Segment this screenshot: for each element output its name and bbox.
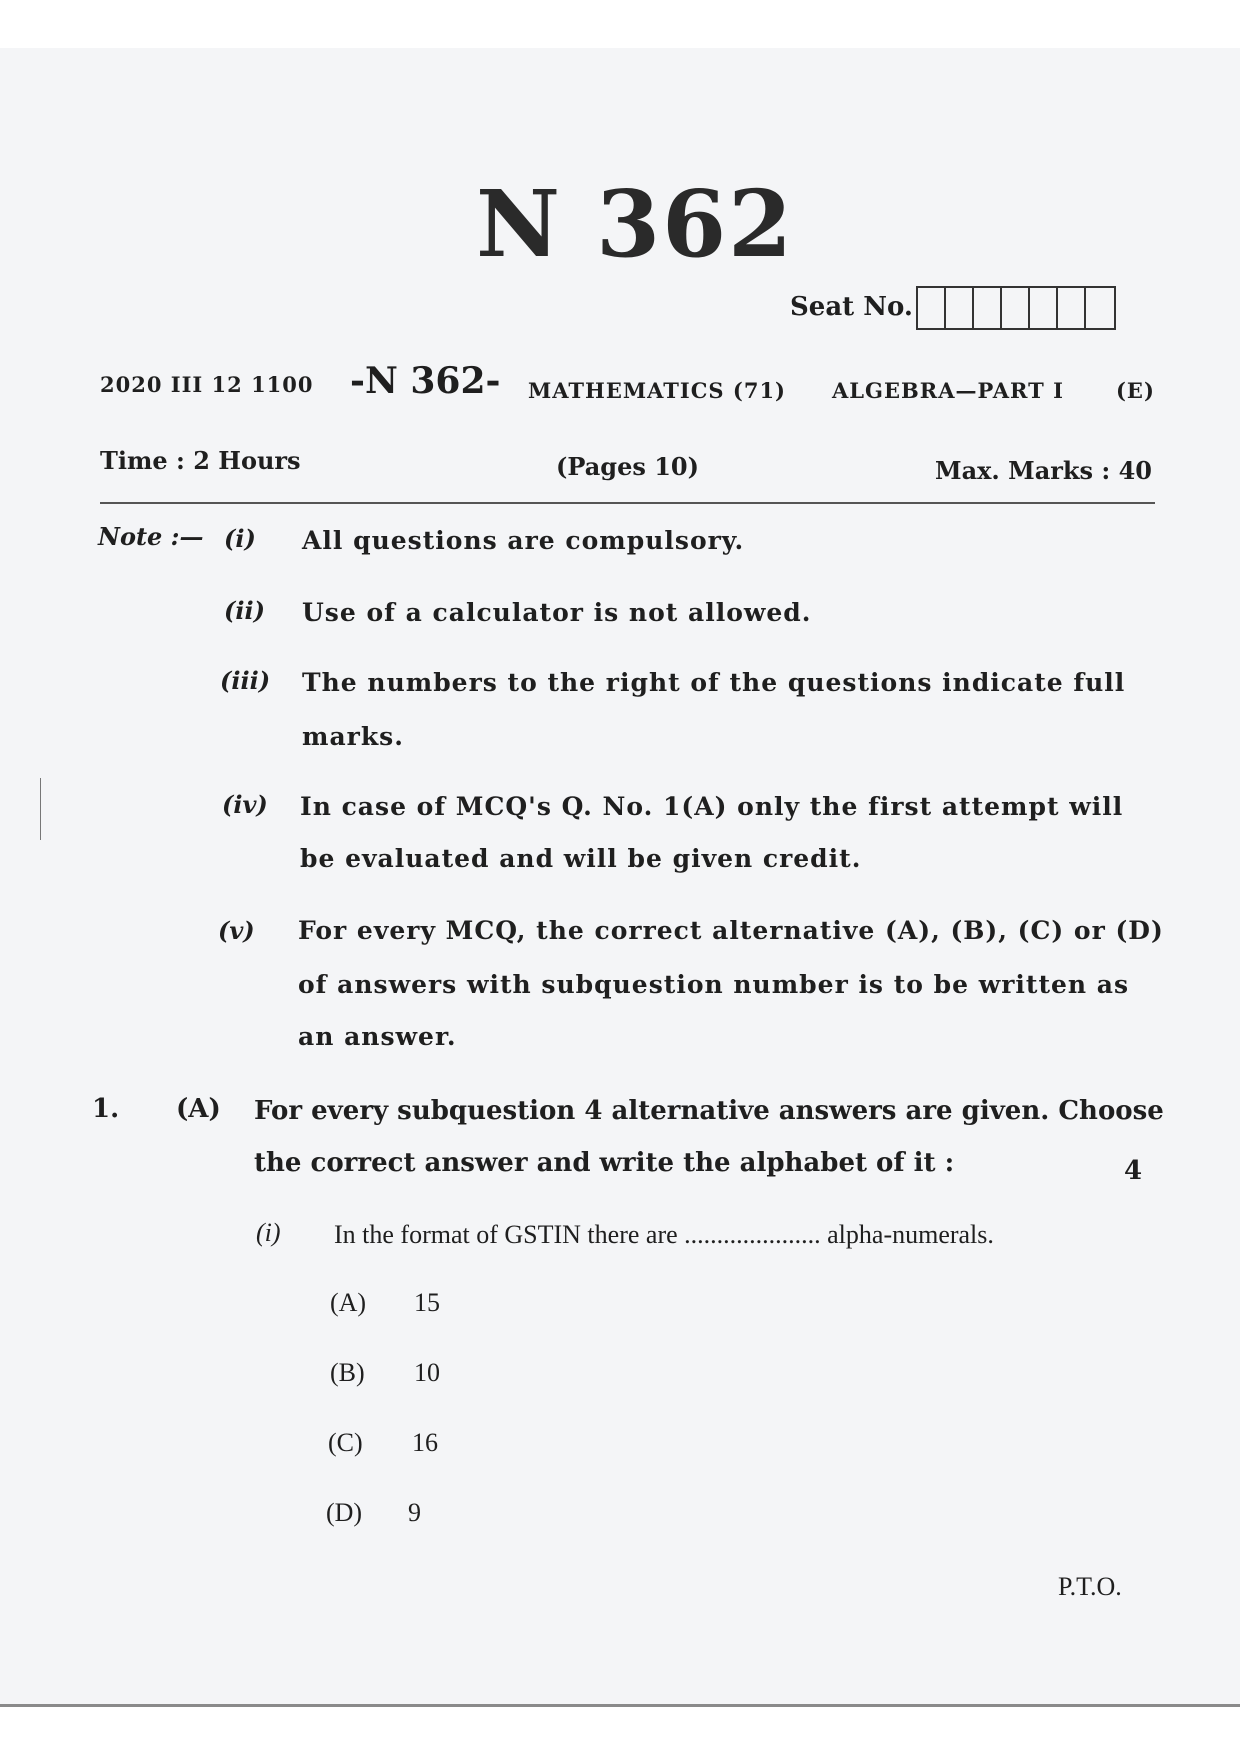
option-label: (B) (330, 1358, 365, 1387)
exam-duration: Time : 2 Hours (100, 446, 301, 475)
note-text: Use of a calculator is not allowed. (302, 598, 812, 627)
max-marks: Max. Marks : 40 (935, 456, 1153, 485)
note-text: an answer. (298, 1022, 457, 1051)
seat-box[interactable] (1086, 288, 1114, 328)
option-label: (C) (328, 1428, 363, 1457)
note-text: The numbers to the right of the questions indicate full (302, 668, 1126, 697)
seat-box[interactable] (918, 288, 946, 328)
question-part: (A) (176, 1094, 221, 1124)
note-num: (v) (218, 916, 255, 945)
margin-pen-mark (40, 778, 41, 840)
subject-part: ALGEBRA—PART I (832, 378, 1064, 403)
exam-session-code: 2020 III 12 1100 (100, 372, 314, 397)
header-divider (100, 502, 1155, 504)
question-text: the correct answer and write the alphabet of it : (254, 1148, 955, 1178)
subject-name: MATHEMATICS (71) (528, 378, 786, 403)
option-label: (D) (326, 1498, 363, 1527)
option-value: 9 (408, 1498, 421, 1527)
question-text: For every subquestion 4 alternative answers are given. Choose (254, 1096, 1164, 1126)
note-num: (ii) (224, 596, 265, 625)
note-text: of answers with subquestion number is to be written as (298, 970, 1130, 999)
page-bottom-edge (0, 1704, 1240, 1707)
note-num: (iii) (220, 666, 271, 695)
note-text: be evaluated and will be given credit. (300, 844, 862, 873)
question-number: 1. (92, 1094, 120, 1124)
option-value: 15 (414, 1288, 440, 1317)
seat-box[interactable] (946, 288, 974, 328)
question-marks: 4 (1124, 1156, 1143, 1186)
header-paper-code: -N 362- (350, 360, 501, 402)
paper-code-title: N 362 (476, 170, 795, 278)
note-num: (i) (224, 524, 256, 553)
option-value: 16 (412, 1428, 438, 1457)
option-value: 10 (414, 1358, 440, 1387)
subquestion-number: (i) (256, 1218, 281, 1247)
note-text: In case of MCQ's Q. No. 1(A) only the first attempt will (300, 792, 1124, 821)
seat-number-label: Seat No. (790, 292, 913, 322)
seat-box[interactable] (974, 288, 1002, 328)
seat-box[interactable] (1002, 288, 1030, 328)
seat-box[interactable] (1058, 288, 1086, 328)
note-label: Note :— (98, 522, 204, 551)
subquestion-text: In the format of GSTIN there are ..................... alpha-numerals. (334, 1220, 994, 1249)
medium-label: (E) (1116, 378, 1155, 403)
option-label: (A) (330, 1288, 367, 1317)
note-text: marks. (302, 722, 404, 751)
note-text: All questions are compulsory. (302, 526, 745, 555)
note-num: (iv) (222, 790, 268, 819)
note-text: For every MCQ, the correct alternative (A), (B), (C) or (D) (298, 916, 1164, 945)
seat-box[interactable] (1030, 288, 1058, 328)
please-turn-over: P.T.O. (1058, 1572, 1122, 1601)
seat-number-boxes[interactable] (916, 286, 1116, 330)
page-count: (Pages 10) (556, 452, 699, 481)
